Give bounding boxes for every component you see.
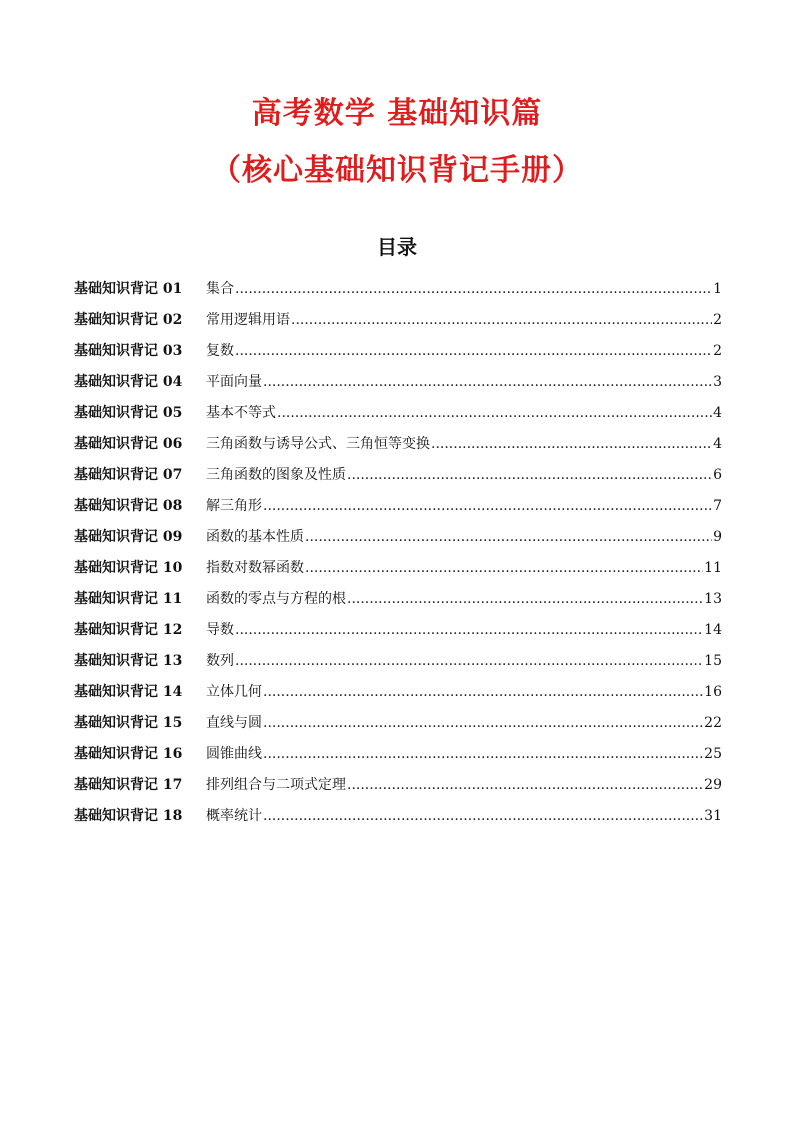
toc-entry[interactable] <box>74 553 722 584</box>
toc-leader-dots <box>347 460 712 491</box>
toc-entry[interactable] <box>74 646 722 677</box>
toc-leader-dots <box>347 770 703 801</box>
toc-leader-dots <box>347 584 703 615</box>
toc-entry-title: 三角函数与诱导公式、三角恒等变换 <box>206 436 430 452</box>
toc-leader-dots <box>431 429 712 460</box>
toc-entry-title: 导数 <box>206 622 234 638</box>
toc-entry-page: 11 <box>704 560 722 576</box>
toc-entry[interactable] <box>74 367 722 398</box>
toc-entry[interactable] <box>74 429 722 460</box>
toc-leader-dots <box>263 677 703 708</box>
toc-entry-title: 解三角形 <box>206 498 262 514</box>
toc-entry[interactable] <box>74 677 722 708</box>
toc-entry-label: 基础知识背记 13 <box>74 653 183 669</box>
toc-entry[interactable] <box>74 770 722 801</box>
toc-leader-dots <box>263 801 703 832</box>
toc-entry-page: 4 <box>713 436 722 452</box>
toc-leader-dots <box>277 398 712 429</box>
toc-entry-label: 基础知识背记 01 <box>74 281 183 297</box>
toc-leader-dots <box>291 305 712 336</box>
toc-entry[interactable] <box>74 615 722 646</box>
toc-entry-page: 2 <box>713 343 722 359</box>
toc-entry-label: 基础知识背记 17 <box>74 777 183 793</box>
toc-leader-dots <box>305 522 712 553</box>
document-subtitle: （核心基础知识背记手册） <box>211 153 583 188</box>
toc-heading: 目录 <box>377 235 417 259</box>
toc-entry[interactable] <box>74 584 722 615</box>
toc-leader-dots <box>263 367 712 398</box>
toc-entry-label: 基础知识背记 02 <box>74 312 183 328</box>
toc-entry-label: 基础知识背记 04 <box>74 374 183 390</box>
toc-entry[interactable] <box>74 491 722 522</box>
toc-entry-page: 3 <box>713 374 722 390</box>
toc-entry-title: 平面向量 <box>206 374 262 390</box>
toc-leader-dots <box>235 646 703 677</box>
toc-entry-label: 基础知识背记 12 <box>74 622 183 638</box>
toc-entry-page: 15 <box>704 653 722 669</box>
toc-entry-label: 基础知识背记 07 <box>74 467 183 483</box>
toc-entry-title: 排列组合与二项式定理 <box>206 777 346 793</box>
toc-entry-title: 概率统计 <box>206 808 262 824</box>
toc-entry-label: 基础知识背记 15 <box>74 715 183 731</box>
toc-leader-dots <box>263 491 712 522</box>
toc-entry-title: 集合 <box>206 281 234 297</box>
toc-leader-dots <box>235 336 712 367</box>
toc-entry-label: 基础知识背记 06 <box>74 436 183 452</box>
toc-entry-page: 7 <box>713 498 722 514</box>
toc-entry-page: 6 <box>713 467 722 483</box>
toc-entry[interactable] <box>74 522 722 553</box>
toc-entry-title: 数列 <box>206 653 234 669</box>
toc-entry-page: 13 <box>704 591 722 607</box>
toc-entry-title: 常用逻辑用语 <box>206 312 290 328</box>
document-title: 高考数学 基础知识篇 <box>251 96 543 131</box>
toc-entry-page: 22 <box>704 715 722 731</box>
toc-entry[interactable] <box>74 305 722 336</box>
toc-entry[interactable] <box>74 739 722 770</box>
toc-entry-title: 函数的基本性质 <box>206 529 304 545</box>
toc-entry-label: 基础知识背记 10 <box>74 560 183 576</box>
toc-entry[interactable] <box>74 398 722 429</box>
toc-entry-page: 14 <box>704 622 722 638</box>
toc-entry-title: 圆锥曲线 <box>206 746 262 762</box>
table-of-contents <box>74 274 722 832</box>
toc-entry-page: 25 <box>704 746 722 762</box>
toc-entry-label: 基础知识背记 03 <box>74 343 183 359</box>
toc-entry-title: 函数的零点与方程的根 <box>206 591 346 607</box>
toc-entry-title: 基本不等式 <box>206 405 276 421</box>
toc-entry-label: 基础知识背记 09 <box>74 529 183 545</box>
toc-entry-label: 基础知识背记 14 <box>74 684 183 700</box>
toc-entry-title: 立体几何 <box>206 684 262 700</box>
toc-entry-title: 三角函数的图象及性质 <box>206 467 346 483</box>
toc-entry[interactable] <box>74 460 722 491</box>
toc-leader-dots <box>305 553 703 584</box>
toc-entry-page: 16 <box>704 684 722 700</box>
toc-entry[interactable] <box>74 801 722 832</box>
toc-entry-page: 2 <box>713 312 722 328</box>
toc-leader-dots <box>235 274 712 305</box>
toc-entry-label: 基础知识背记 05 <box>74 405 183 421</box>
toc-entry[interactable] <box>74 708 722 739</box>
toc-leader-dots <box>235 615 703 646</box>
toc-entry-page: 4 <box>713 405 722 421</box>
toc-entry-title: 直线与圆 <box>206 715 262 731</box>
toc-entry-label: 基础知识背记 08 <box>74 498 183 514</box>
toc-entry-label: 基础知识背记 16 <box>74 746 183 762</box>
toc-entry-page: 9 <box>713 529 722 545</box>
toc-entry-page: 29 <box>704 777 722 793</box>
toc-entry-page: 1 <box>713 281 722 297</box>
toc-leader-dots <box>263 708 703 739</box>
toc-entry[interactable] <box>74 274 722 305</box>
toc-entry-label: 基础知识背记 18 <box>74 808 183 824</box>
toc-entry-page: 31 <box>704 808 722 824</box>
toc-entry-title: 指数对数幂函数 <box>206 560 304 576</box>
toc-entry-title: 复数 <box>206 343 234 359</box>
toc-entry[interactable] <box>74 336 722 367</box>
toc-entry-label: 基础知识背记 11 <box>74 591 183 607</box>
toc-leader-dots <box>263 739 703 770</box>
